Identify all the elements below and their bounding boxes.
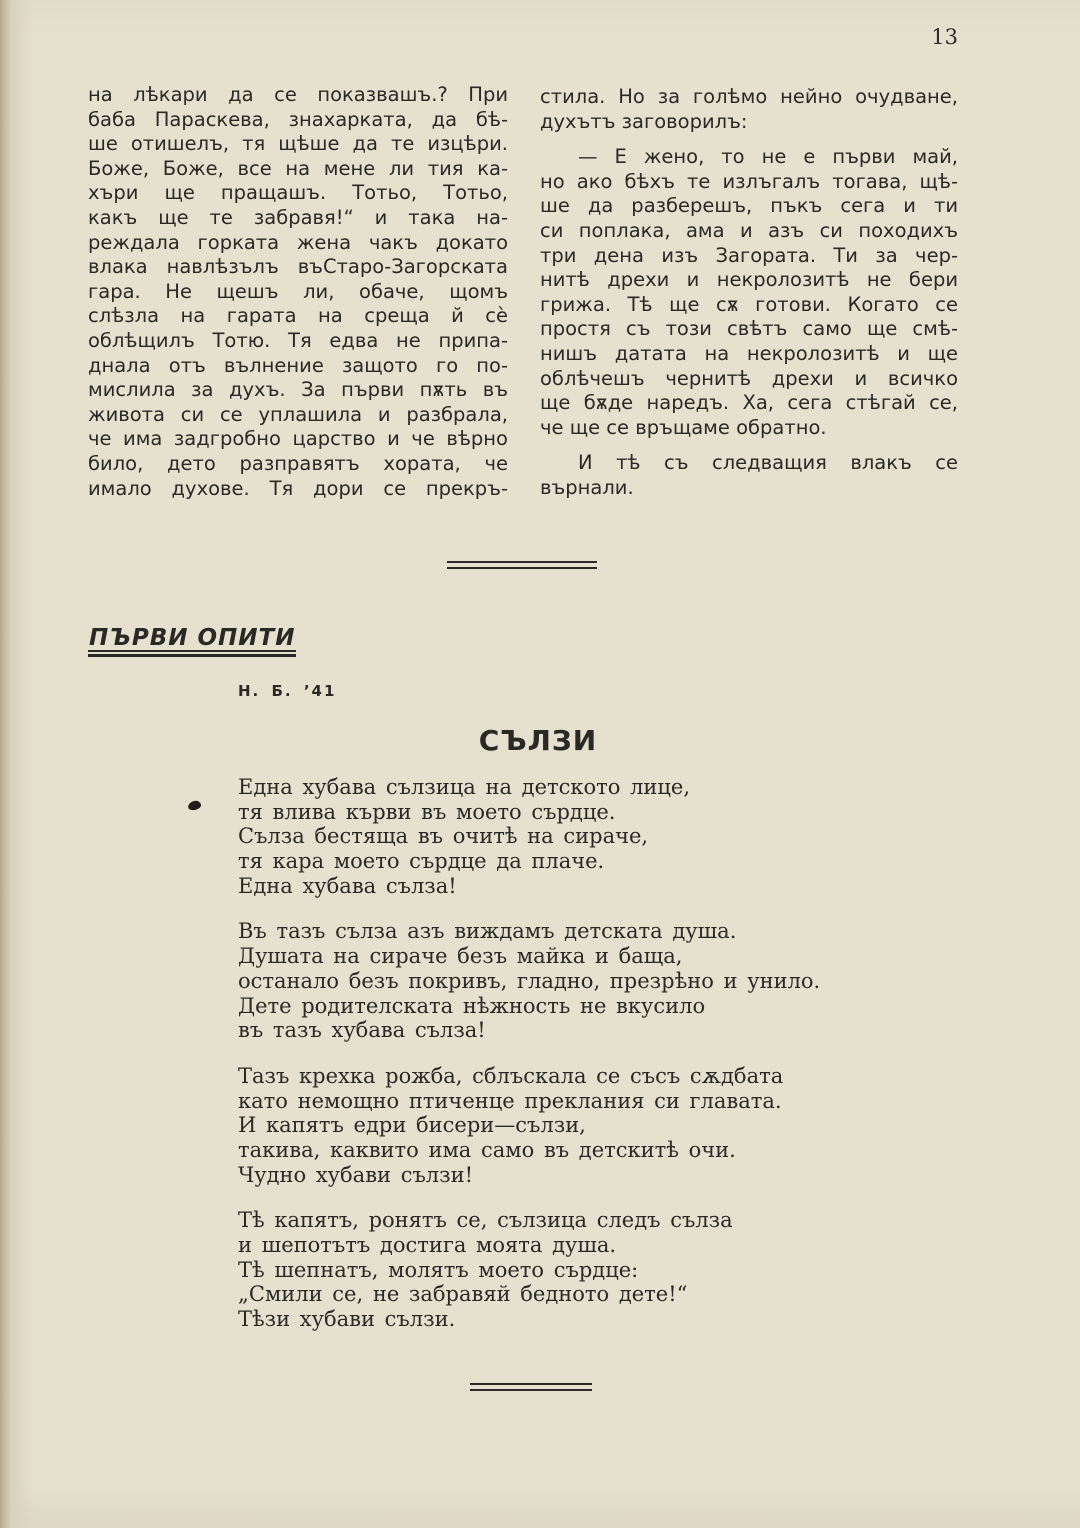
story-line: ще бѫде наредъ. Ха, сега стѣгай се,: [540, 391, 958, 415]
section-heading: ПЪРВИ ОПИТИ: [89, 625, 296, 651]
poem-line: Една хубава сълзица на детското лице,: [238, 775, 691, 799]
story-line: нитѣ дрехи и некролозитѣ не бери: [540, 268, 958, 292]
poem-line: Тѣ капятъ, ронятъ се, сълзица следъ сълза: [238, 1208, 733, 1233]
story-line: И тѣ съ следващия влакъ се: [578, 451, 958, 475]
poem-line: тя влива кърви въ моето сърдце.: [238, 799, 616, 824]
story-line: — Е жено, то не е първи май,: [578, 145, 958, 169]
story-line: слѣзла на гарата на среща й сѐ: [88, 304, 508, 328]
story-line: простя съ този свѣтъ само ще смѣ-: [540, 317, 958, 341]
poem-line: Душата на сираче безъ майка и баща,: [238, 944, 683, 969]
story-line: живота си се уплашила и разбрала,: [88, 402, 508, 426]
story-line: стила. Но за голѣмо нейно очудване,: [540, 85, 958, 108]
poem-line: въ тазъ хубава сълза!: [238, 1018, 486, 1043]
story-line: хъри ще пращашъ. Тотьо, Тотьо,: [88, 181, 508, 205]
story-line: грижа. Тѣ ще сѫ готови. Когато се: [540, 292, 958, 316]
poem-line: Чудно хубави сълзи!: [238, 1162, 474, 1187]
story-line: си поплака, ама и азъ си походихъ: [540, 218, 958, 242]
poem-line: Тазъ крехка рожба, сблъскала се съсъ сѫдбата: [238, 1063, 784, 1088]
story-line: духътъ заговорилъ:: [540, 109, 748, 133]
story-line: ше отишелъ, тя щѣше да те изцѣри.: [88, 132, 508, 156]
story-line: облѣщилъ Тотю. Тя едва не припа-: [88, 328, 508, 352]
poem-line: Тѣзи хубави сълзи.: [238, 1307, 456, 1332]
page-number: 13: [931, 25, 958, 49]
story-line: три дена изъ Загората. Ти за чер-: [540, 243, 958, 267]
story-line: гара. Не щешъ ли, обаче, щомъ: [88, 279, 508, 303]
story-line: върнали.: [540, 475, 634, 499]
story-line: че ще се връщаме обратно.: [540, 415, 827, 439]
story-line: на лѣкари да се показвашъ.? При: [88, 83, 508, 106]
poem-stanza: [238, 1208, 958, 1331]
poem-body: [238, 775, 958, 1332]
story-paragraph: [540, 451, 958, 500]
story-line: нишъ датата на некролозитѣ и ще: [540, 341, 958, 365]
poem-line: и шепотътъ достига моята душа.: [238, 1233, 617, 1257]
section-heading-underline: [88, 650, 296, 657]
poem-stanza: [238, 775, 958, 898]
section-divider: [447, 561, 597, 569]
poem-line: „Смили се, не забравяй бедното дете!“: [238, 1282, 688, 1307]
poem-title: СЪЛЗИ: [478, 724, 598, 757]
story-line: мислила за духъ. За първи пѫть въ: [88, 378, 508, 402]
poem-line: Една хубава сълза!: [238, 873, 457, 898]
story-line: било, дето разправятъ хората, че: [88, 451, 508, 475]
story-paragraph: [540, 145, 958, 440]
end-divider: [470, 1383, 592, 1391]
poem-line: тя кара моето сърдце да плаче.: [238, 849, 605, 874]
story-line: баба Параскева, знахарката, да бѣ-: [88, 107, 508, 131]
poem-line: Тѣ шепнатъ, молятъ моето сърдце:: [238, 1257, 639, 1282]
story-line: че има задгробно царство и че вѣрно: [88, 427, 508, 451]
poem-line: И капятъ едри бисери—сълзи,: [238, 1113, 586, 1138]
story-line: но ако бѣхъ те излъгалъ тогава, щѣ-: [540, 169, 958, 193]
story-line: днала отъ вълнение защото го по-: [88, 353, 508, 377]
story-line: ше да разберешъ, пъкъ сега и ти: [540, 194, 958, 218]
poem-line: като немощно птиченце преклания си главата.: [238, 1088, 782, 1113]
poem-line: Сълза бестяща въ очитѣ на сираче,: [238, 824, 649, 849]
ink-blot: [187, 800, 202, 812]
poem-line: останало безъ покривъ, гладно, презрѣно и унило.: [238, 968, 821, 993]
poem-stanza: [238, 1064, 958, 1187]
story-right-column: [540, 85, 958, 501]
poem-line: Въ тазъ сълза азъ виждамъ детската душа.: [238, 919, 737, 944]
poem-author: Н. Б. ’41: [238, 682, 337, 700]
story-paragraph: [540, 85, 958, 134]
story-line: имало духове. Тя дори се прекръ-: [88, 476, 508, 500]
story-line: реждала горката жена чакъ докато: [88, 230, 508, 254]
poem-line: Дете родителската нѣжность не вкусило: [238, 993, 706, 1018]
poem-stanza: [238, 919, 958, 1042]
story-left-column: [88, 83, 508, 501]
poem-line: такива, каквито има само въ детскитѣ очи.: [238, 1137, 736, 1162]
story-line: облѣчешъ чернитѣ дрехи и всичко: [540, 366, 958, 390]
story-line: влака навлѣзълъ въСтаро-Загорската: [88, 255, 508, 279]
story-line: Боже, Боже, все на мене ли тия ка-: [88, 156, 508, 180]
story-line: какъ ще те забравя!“ и така на-: [88, 205, 508, 229]
